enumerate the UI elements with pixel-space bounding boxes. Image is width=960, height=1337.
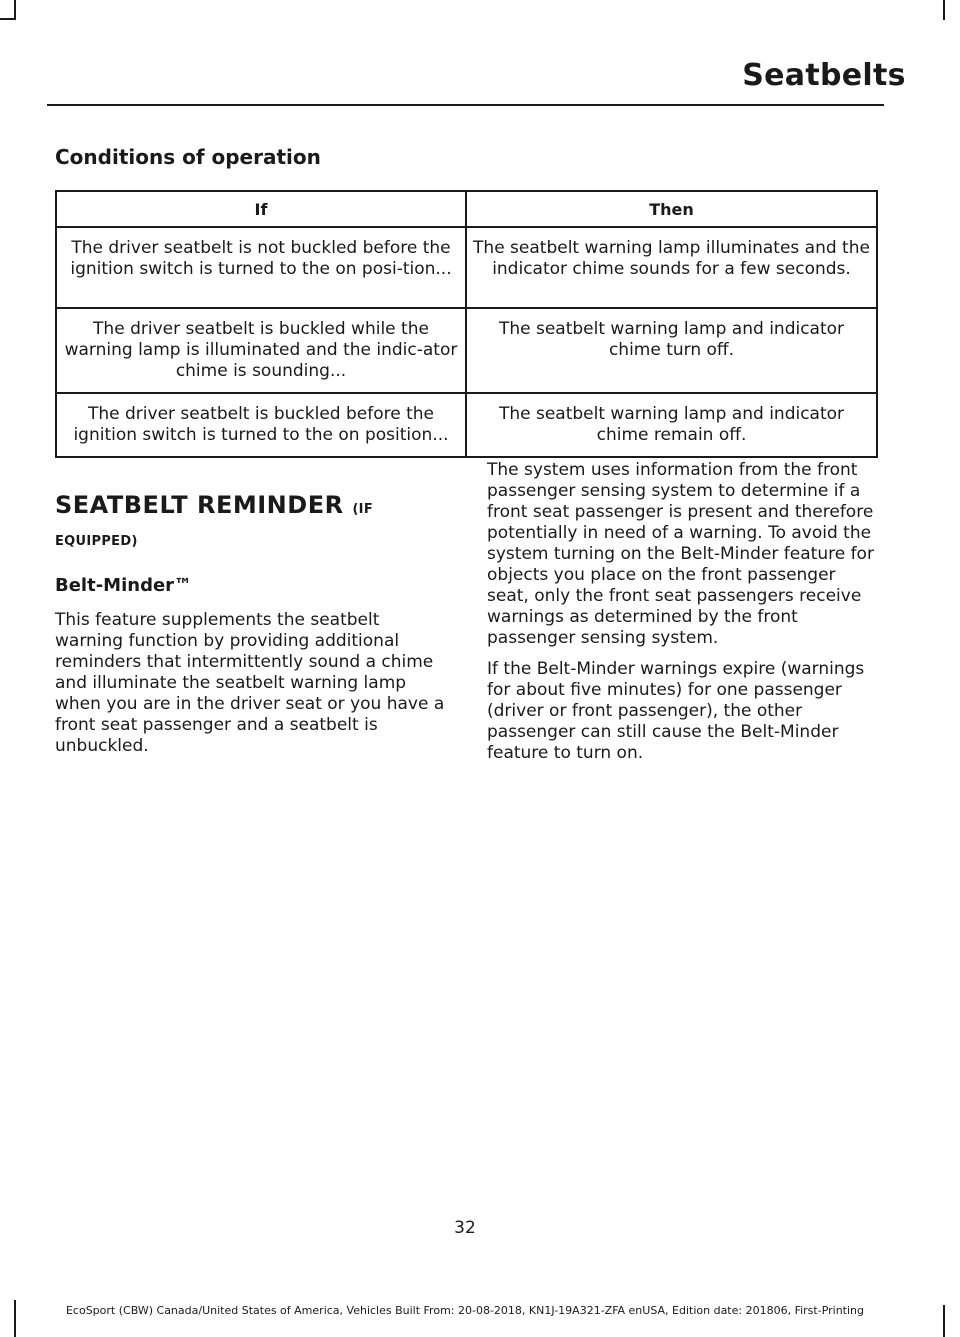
table-header-row bbox=[56, 191, 877, 227]
section-title: Conditions of operation bbox=[55, 145, 321, 169]
left-column bbox=[55, 485, 450, 757]
table-cell-if: The driver seatbelt is not buckled before the ignition switch is turned to the on posi-tion... bbox=[56, 227, 466, 308]
header-rule bbox=[47, 104, 884, 106]
column-header-then: Then bbox=[466, 191, 877, 227]
table-row bbox=[56, 393, 877, 457]
table-cell-if: The driver seatbelt is buckled before the ignition switch is turned to the on position... bbox=[56, 393, 466, 457]
page-title: Seatbelts bbox=[742, 58, 906, 93]
table-row bbox=[56, 227, 877, 308]
table-cell-then: The seatbelt warning lamp illuminates and the indicator chime sounds for a few seconds. bbox=[466, 227, 877, 308]
table-cell-then: The seatbelt warning lamp and indicator chime remain off. bbox=[466, 393, 877, 457]
paragraph: If the Belt-Minder warnings expire (warnings for about five minutes) for one passenger (driver or front passenger), the other passenger can still cause the Belt-Minder feature to turn on. bbox=[487, 659, 865, 763]
table-cell-then: The seatbelt warning lamp and indicator chime turn off. bbox=[466, 308, 877, 393]
page-number: 32 bbox=[454, 1218, 476, 1238]
table-row bbox=[56, 308, 877, 393]
reminder-heading bbox=[55, 485, 450, 530]
paragraph: The system uses information from the front passenger sensing system to determine if a front seat passenger is present and therefore potentially in need of a warning. To avoid the system turning on the Belt-Minder feature for objects you place on the front passenger seat, only the front seat passengers receive warnings as determined by the front passenger sensing system. bbox=[487, 460, 874, 648]
column-header-if: If bbox=[56, 191, 466, 227]
belt-minder-heading: Belt-Minder™ bbox=[55, 575, 193, 596]
crop-mark bbox=[14, 0, 16, 20]
reminder-heading-text: SEATBELT REMINDER bbox=[55, 491, 344, 519]
reminder-qualifier-cont: EQUIPPED) bbox=[55, 534, 138, 549]
crop-mark bbox=[943, 0, 945, 20]
conditions-table bbox=[55, 190, 878, 458]
paragraph: This feature supplements the seatbelt warning function by providing additional reminders that intermittently sound a chime and illuminate the seatbelt warning lamp when you are in the driver seat or you have a front seat passenger and a seatbelt is unbuckled. bbox=[55, 610, 445, 756]
table-cell-if: The driver seatbelt is buckled while the warning lamp is illuminated and the indic-ator chime is sounding... bbox=[56, 308, 466, 393]
crop-mark bbox=[943, 1305, 945, 1337]
crop-mark bbox=[0, 18, 14, 20]
right-column bbox=[487, 460, 882, 764]
footer-text: EcoSport (CBW) Canada/United States of America, Vehicles Built From: 20-08-2018, KN1J-19A321-ZFA enUSA, Edition date: 201806, First-Printing bbox=[65, 1304, 865, 1317]
reminder-qualifier: (IF bbox=[352, 502, 373, 517]
